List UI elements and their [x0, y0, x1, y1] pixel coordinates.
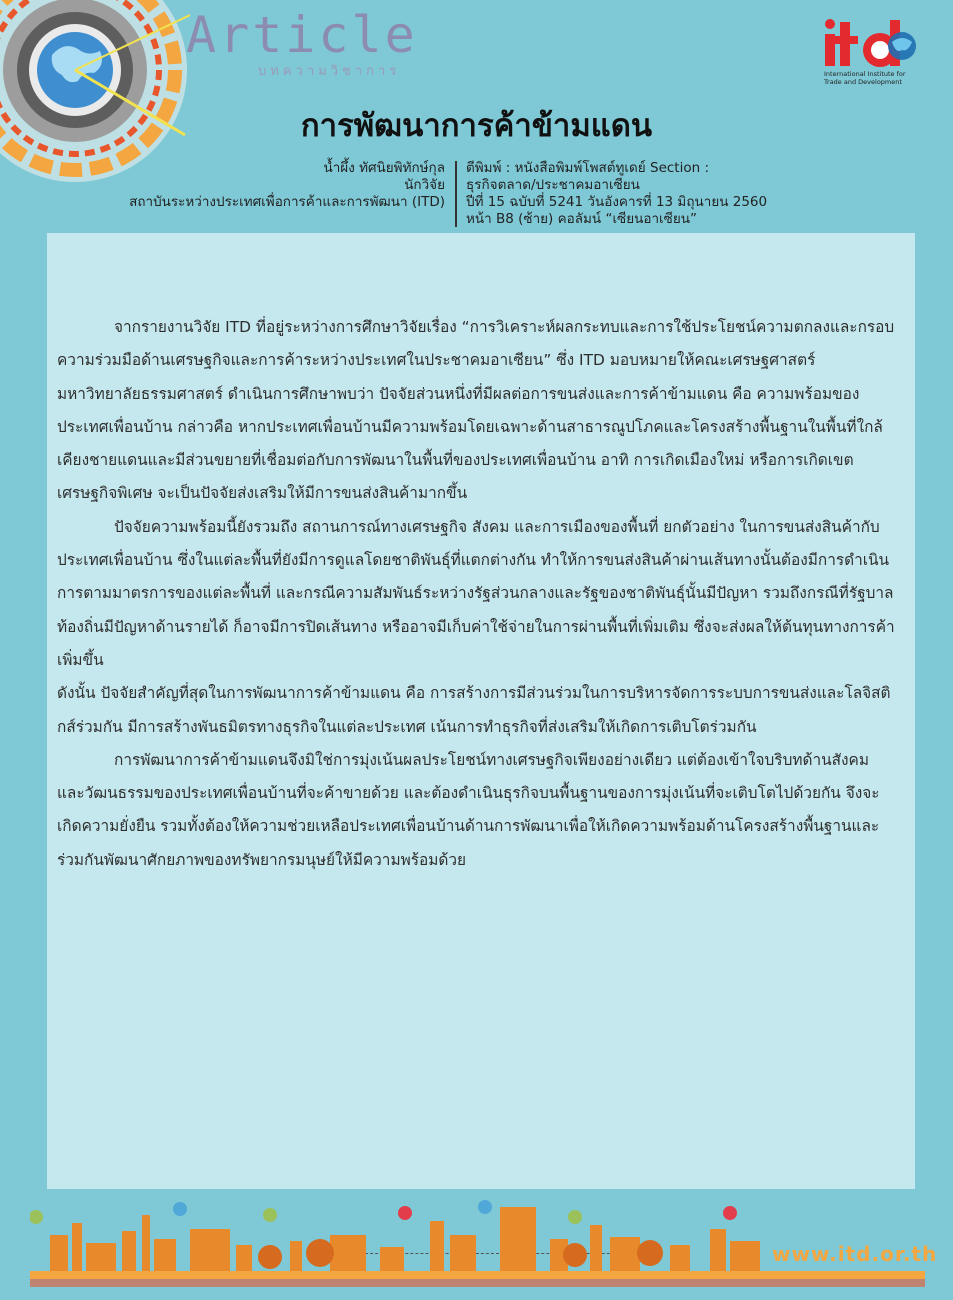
author-position: นักวิจัย — [404, 177, 445, 193]
publication-line-2: ธุรกิจตลาด/ประชาคมอาเซียน — [466, 177, 640, 193]
article-heading-graphic-text: Article — [186, 6, 418, 64]
body-paragraph-4: การพัฒนาการค้าข้ามแดนจึงมิใช่การมุ่งเน้นผลประโยชน์ทางเศรษฐกิจเพียงอย่างเดียว แต่ต้องเข้าใจบริบทด้านสังคมและวัฒนธรรมของประเทศเพื่อนบ้านที่จะค้าขายด้วย และต้องดำเนินธุรกิจบนพื้นฐานของการมุ่งเน้นที่จะเติบโตไปด้วยกัน จึงจะเกิดความยั่งยืน รวมทั้งต้องให้ความช่วยเหลือประเทศเพื่อนบ้านด้านการพัฒนาเพื่อให้เกิดความพร้อมด้านโครงสร้างพื้นฐานและร่วมกันพัฒนาศักยภาพของทรัพยากรมนุษย์ให้มีความพร้อมด้วย — [57, 750, 880, 869]
author-organization: สถาบันระหว่างประเทศเพื่อการค้าและการพัฒนา (ITD) — [129, 194, 445, 210]
city-skyline-graphic — [30, 1195, 925, 1287]
author-block — [129, 160, 445, 211]
article-body-panel — [47, 233, 915, 1189]
itd-logo-icon — [822, 16, 922, 100]
article-title: การพัฒนาการค้าข้ามแดน — [300, 108, 653, 144]
body-paragraph-2: ปัจจัยความพร้อมนี้ยังรวมถึง สถานการณ์ทางเศรษฐกิจ สังคม และการเมืองของพื้นที่ ยกตัวอย่าง ในการขนส่งสินค้ากับประเทศเพื่อนบ้าน ซึ่งในแต่ละพื้นที่ยังมีการดูแลโดยชาติพันธุ์ที่แตกต่างกัน ทำให้การขนส่งสินค้าผ่านเส้นทางนั้นต้องมีการดำเนินการตามมาตรการของแต่ละพื้นที่ และกรณีความสัมพันธ์ระหว่างรัฐส่วนกลางและรัฐของชาติพันธุ์นั้นมีปัญหา รวมถึงกรณีที่รัฐบาลท้องถิ่นมีปัญหาด้านรายได้ ก็อาจมีการปิดเส้นทาง หรืออาจมีเก็บค่าใช้จ่ายในการผ่านพื้นที่เพิ่มเติม ซึ่งจะส่งผลให้ต้นทุนทางการค้าเพิ่มขึ้น — [57, 517, 895, 669]
publication-line-4: หน้า B8 (ซ้าย) คอลัมน์ “เซียนอาเซียน” — [466, 211, 697, 227]
body-paragraph-1: จากรายงานวิจัย ITD ที่อยู่ระหว่างการศึกษาวิจัยเรื่อง “การวิเคราะห์ผลกระทบและการใช้ประโยชน์ความตกลงและกรอบความร่วมมือด้านเศรษฐกิจและการค้าระหว่างประเทศในประชาคมอาเซียน” ซึ่ง ITD มอบหมายให้คณะเศรษฐศาสตร์ มหาวิทยาลัยธรรมศาสตร์ ดำเนินการศึกษาพบว่า ปัจจัยส่วนหนึ่งที่มีผลต่อการขนส่งและการค้าข้ามแดน คือ ความพร้อมของประเทศเพื่อนบ้าน กล่าวคือ หากประเทศเพื่อนบ้านมีความพร้อมโดยเฉพาะด้านสาธารณูปโภคและโครงสร้างพื้นฐานในพื้นที่ใกล้เคียงชายแดนและมีส่วนขยายที่เชื่อมต่อกับการพัฒนาในพื้นที่ของประเทศเพื่อนบ้าน อาทิ การเกิดเมืองใหม่ หรือการเกิดเขตเศรษฐกิจพิเศษ จะเป็นปัจจัยส่งเสริมให้มีการขนส่งสินค้ามากขึ้น — [57, 318, 895, 503]
article-emblem-graphic — [0, 0, 190, 185]
itd-tagline: International Institute for Trade and Development — [824, 70, 906, 86]
footer-url: www.itd.or.th — [772, 1242, 938, 1266]
body-paragraph-3: ดังนั้น ปัจจัยสำคัญที่สุดในการพัฒนาการค้าข้ามแดน คือ การสร้างการมีส่วนร่วมในการบริหารจัดการระบบการขนส่งและโลจิสติกส์ร่วมกัน มีการสร้างพันธมิตรทางธุรกิจในแต่ละประเทศ เน้นการทำธุรกิจที่ส่งเสริมให้เกิดการเติบโตร่วมกัน — [57, 684, 891, 736]
publication-line-3: ปีที่ 15 ฉบับที่ 5241 วันอังคารที่ 13 มิถุนายน 2560 — [466, 194, 768, 210]
author-name: น้ำผึ้ง ทัศนิยพิทักษ์กุล — [323, 160, 445, 176]
article-body — [57, 311, 895, 877]
publication-info — [466, 160, 826, 228]
header-divider — [455, 161, 457, 227]
article-subheading: บทความวิชาการ — [258, 64, 401, 79]
publication-line-1: ตีพิมพ์ : หนังสือพิมพ์โพสต์ทูเดย์ Section : — [466, 160, 709, 176]
